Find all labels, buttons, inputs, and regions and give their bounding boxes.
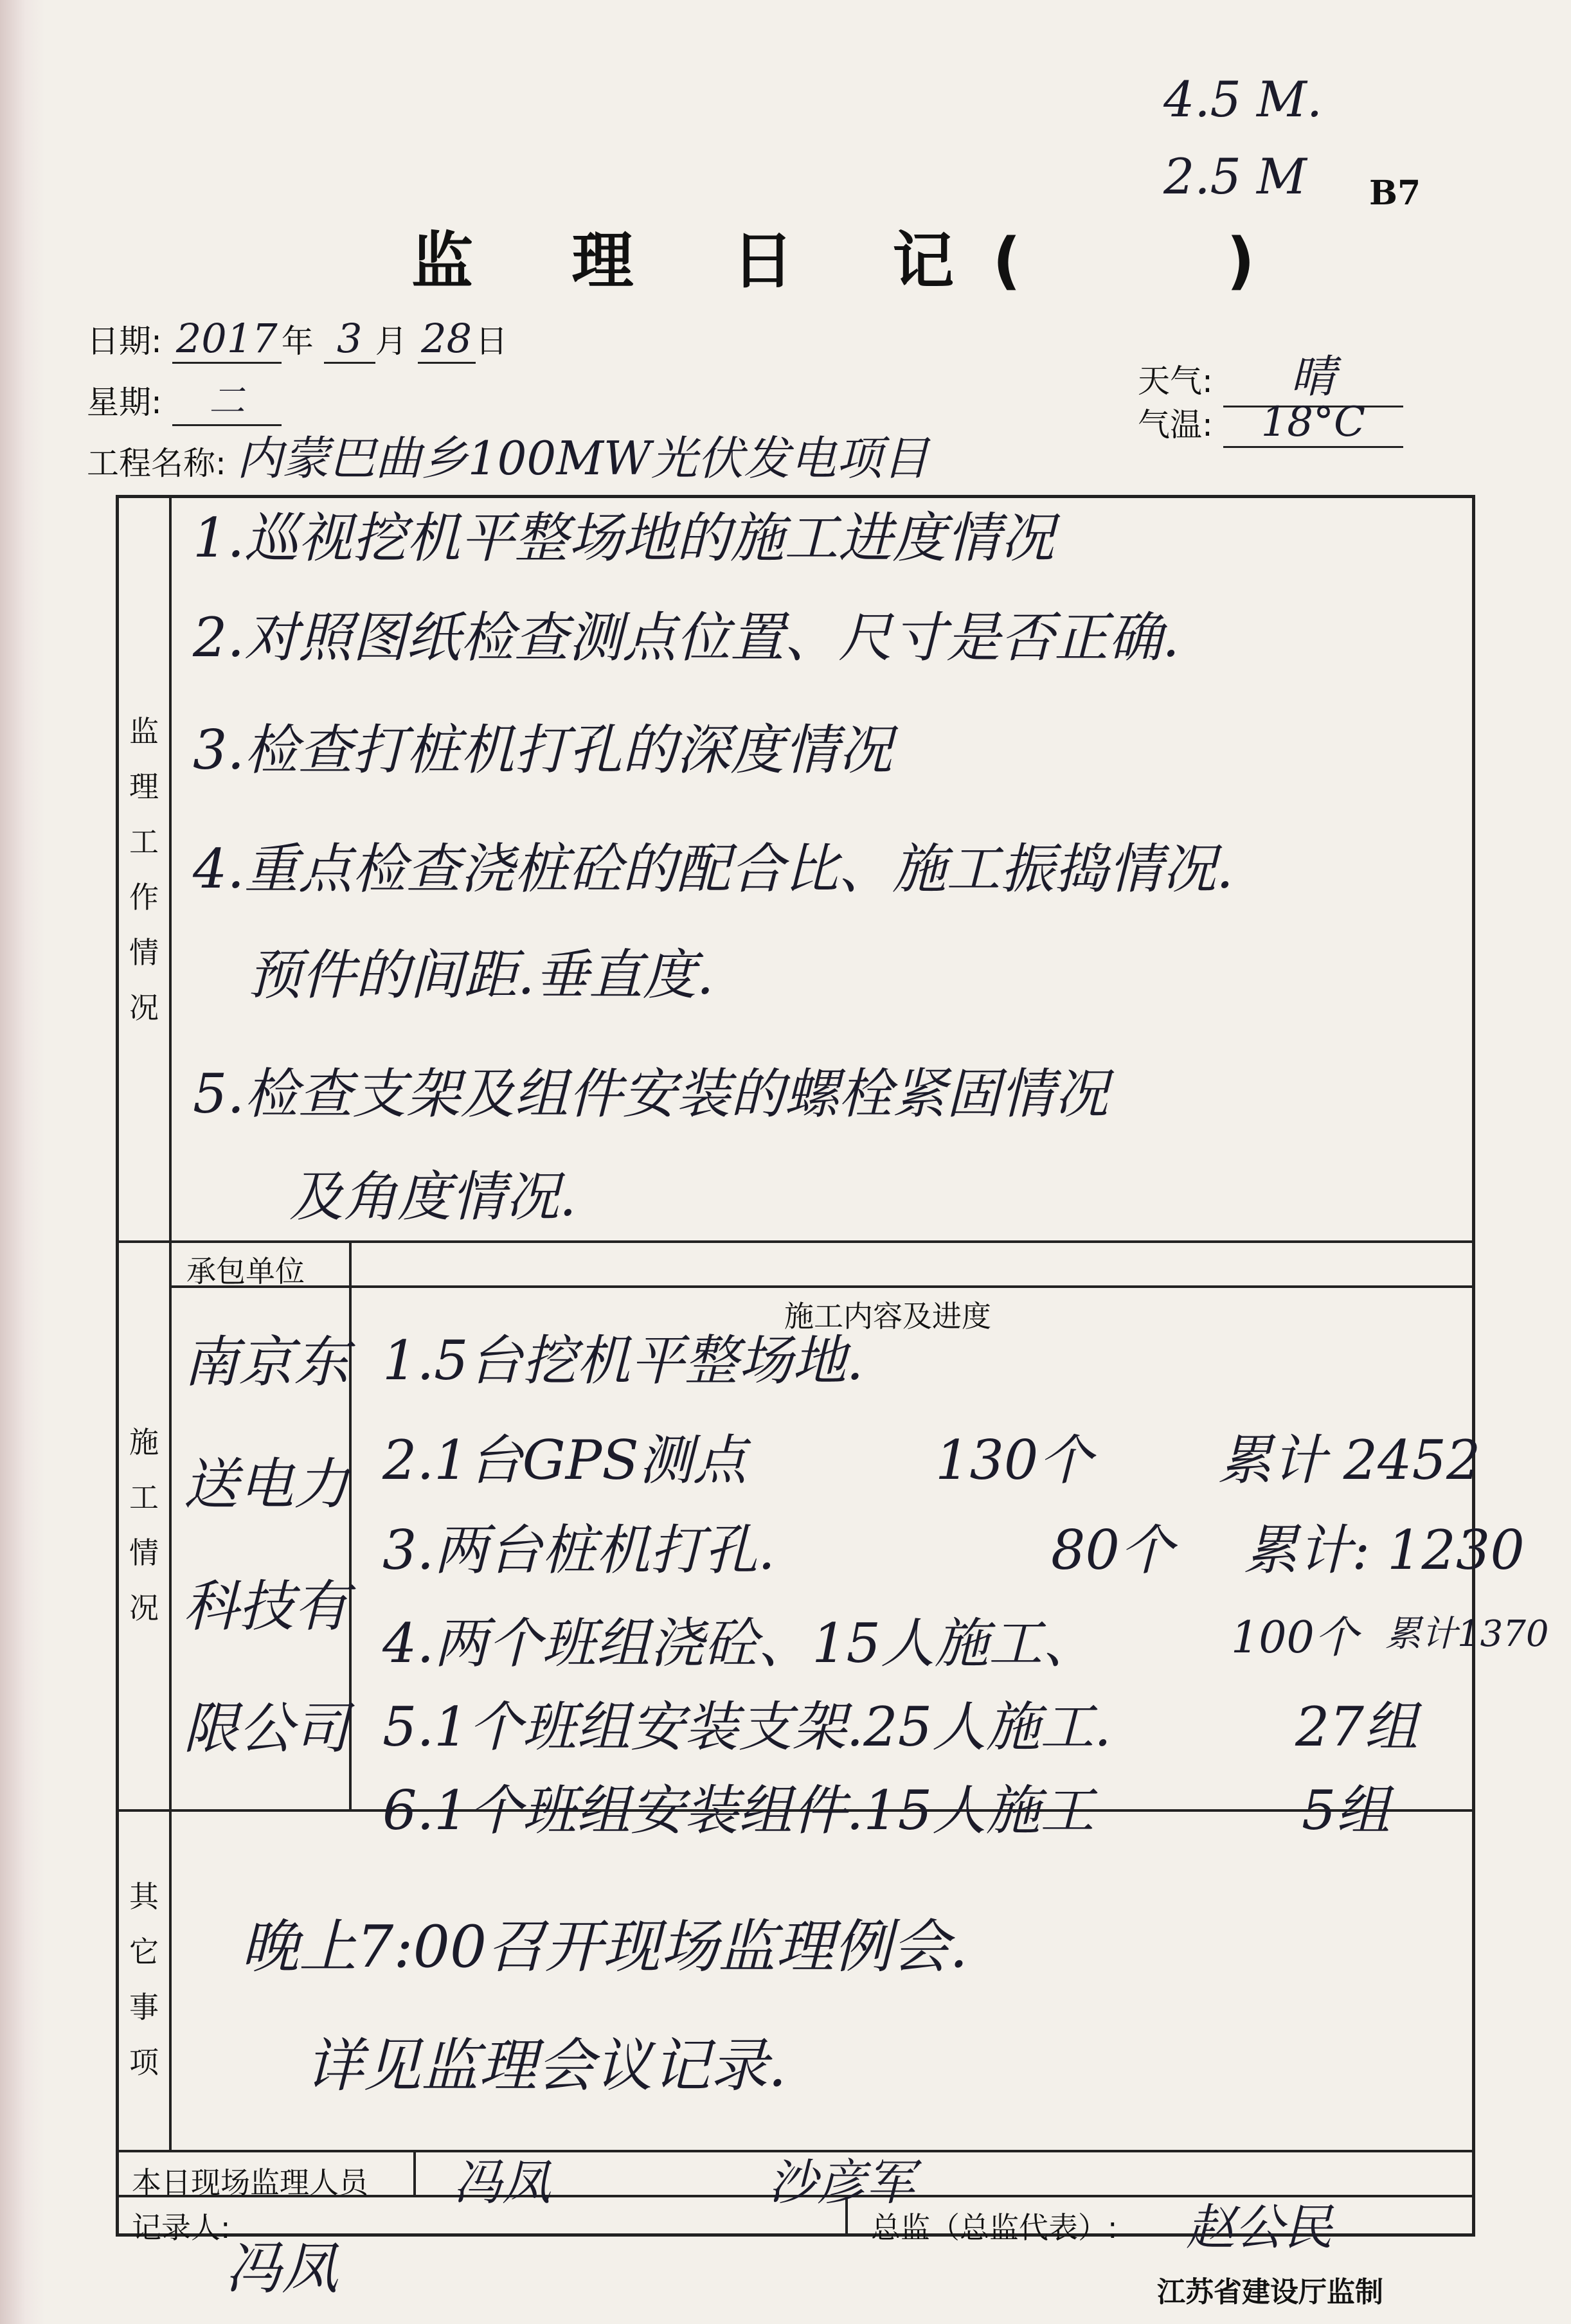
- contractor-column-line: [349, 1240, 352, 1809]
- date-row: [87, 315, 508, 364]
- project-label: 工程名称:: [87, 445, 226, 482]
- contractor-line: 科技有: [183, 1575, 349, 1639]
- construction-item-text: 6.1个班组安装组件.15人施工: [382, 1779, 1095, 1842]
- other-label: [119, 1809, 169, 2150]
- content-header: 施工内容及进度: [784, 1299, 991, 1334]
- construction-item-qty: 100个: [1231, 1613, 1358, 1663]
- issuer-note: 江苏省建设厅监制: [1157, 2276, 1383, 2309]
- supervision-item: 4.重点检查浇桩砼的配合比、施工振捣情况.: [193, 837, 1234, 900]
- construction-item-total: 累计: 1230: [1244, 1519, 1525, 1582]
- contractor-header: 承包单位: [186, 1254, 305, 1289]
- project-value: 内蒙巴曲乡100MW光伏发电项目: [236, 431, 929, 485]
- project-row: [87, 421, 929, 488]
- supervision-label-3: 工: [129, 824, 159, 859]
- supervision-label-4: 作: [129, 879, 159, 915]
- label-column-line: [169, 498, 172, 2150]
- supervision-item: 及角度情况.: [289, 1165, 577, 1228]
- month-unit: 月: [375, 323, 408, 360]
- other-label-3: 事: [129, 1990, 159, 2025]
- contractor-line: 送电力: [183, 1452, 349, 1517]
- construction-item-qty: 27组: [1295, 1695, 1418, 1758]
- construction-item-qty: 130个: [935, 1429, 1093, 1492]
- staff-label-line: [413, 2150, 416, 2195]
- contractor-name: [183, 1301, 349, 1790]
- construction-item: [382, 1695, 1462, 1758]
- other-label-2: 它: [129, 1935, 159, 1969]
- construction-item: [382, 1779, 1462, 1842]
- construction-item-text: 3.两台桩机打孔.: [382, 1519, 775, 1582]
- divider-supervision: [119, 1240, 1472, 1243]
- contractor-line: 限公司: [183, 1697, 349, 1761]
- construction-item: [382, 1519, 1525, 1582]
- chief-label: 总监（总监代表）:: [871, 2210, 1118, 2245]
- corner-note-2: 2.5 M: [1163, 148, 1307, 205]
- supervision-item: 5.检查支架及组件安装的螺栓紧固情况: [193, 1062, 1109, 1125]
- staff-signature-2: 沙彦军: [768, 2154, 915, 2211]
- temperature-label: 气温:: [1138, 406, 1213, 443]
- corner-note-1: 4.5 M.: [1163, 71, 1322, 128]
- temperature-row: [1138, 398, 1403, 448]
- supervision-label: [119, 498, 169, 1240]
- other-label-1: 其: [129, 1879, 159, 1914]
- construction-item-qty: 5组: [1302, 1779, 1390, 1842]
- supervision-label-1: 监: [129, 713, 159, 749]
- other-line: 详见监理会议记录.: [305, 2032, 787, 2100]
- staff-label: 本日现场监理人员: [132, 2165, 368, 2200]
- page-title: [411, 212, 1293, 300]
- construction-label-2: 工: [129, 1479, 159, 1515]
- title-close: ): [1226, 225, 1294, 297]
- date-year: 2017: [172, 315, 282, 364]
- weather-label: 天气:: [1138, 362, 1213, 400]
- construction-item-text: 4.两个班组浇砼、15人施工、: [382, 1612, 1097, 1675]
- contractor-line: 南京东: [183, 1330, 349, 1395]
- construction-item-text: 1.5台挖机平整场地.: [382, 1329, 864, 1392]
- weekday-value: 二: [172, 373, 282, 426]
- supervision-label-5: 情: [129, 934, 159, 970]
- date-month: 3: [324, 315, 375, 364]
- supervision-item: 预件的间距.垂直度.: [247, 943, 714, 1006]
- construction-label-4: 况: [129, 1590, 159, 1625]
- date-label: 日期:: [87, 323, 162, 360]
- supervision-label-2: 理: [129, 769, 159, 804]
- construction-item-qty: 80个: [1051, 1519, 1174, 1582]
- weather-row: [1138, 341, 1403, 407]
- construction-label-3: 情: [129, 1535, 159, 1570]
- weekday-row: [87, 373, 282, 426]
- recorder-label: 记录人:: [132, 2210, 231, 2245]
- diary-page: [26, 0, 1571, 2324]
- construction-label-1: 施: [129, 1424, 159, 1460]
- supervision-label-6: 况: [129, 990, 159, 1025]
- diary-table: [116, 495, 1549, 2256]
- construction-item-total: 累计1370: [1385, 1613, 1549, 1655]
- weekday-label: 星期:: [87, 384, 162, 421]
- other-line: 晚上7:00召开现场监理例会.: [241, 1913, 968, 1981]
- other-label-4: 项: [129, 2045, 159, 2080]
- weather-value: 晴: [1223, 341, 1403, 407]
- staff-signature-1: 冯凤: [453, 2154, 551, 2211]
- recorder-signature: 冯凤: [225, 2235, 339, 2302]
- date-day: 28: [418, 315, 476, 364]
- supervision-item: 3.检查打桩机打孔的深度情况: [193, 719, 893, 782]
- year-unit: 年: [281, 323, 314, 360]
- day-unit: 日: [475, 323, 508, 360]
- chief-signature: 赵公民: [1186, 2199, 1333, 2256]
- title-text: 监 理 日 记(: [411, 225, 1060, 297]
- form-code: B7: [1369, 174, 1421, 213]
- construction-item: [382, 1612, 1549, 1675]
- construction-label: [119, 1240, 169, 1809]
- divider-header: [169, 1285, 1472, 1288]
- construction-item-text: 5.1个班组安装支架.25人施工.: [382, 1695, 1111, 1758]
- temperature-value: 18°C: [1223, 398, 1403, 448]
- supervision-item: 1.巡视挖机平整场地的施工进度情况: [193, 506, 1055, 569]
- construction-item-total: 累计 2452: [1218, 1429, 1481, 1492]
- construction-item: [382, 1329, 1462, 1392]
- supervision-item: 2.对照图纸检查测点位置、尺寸是否正确.: [193, 606, 1180, 669]
- construction-item: [382, 1429, 1481, 1492]
- construction-item-text: 2.1台GPS测点: [382, 1429, 747, 1492]
